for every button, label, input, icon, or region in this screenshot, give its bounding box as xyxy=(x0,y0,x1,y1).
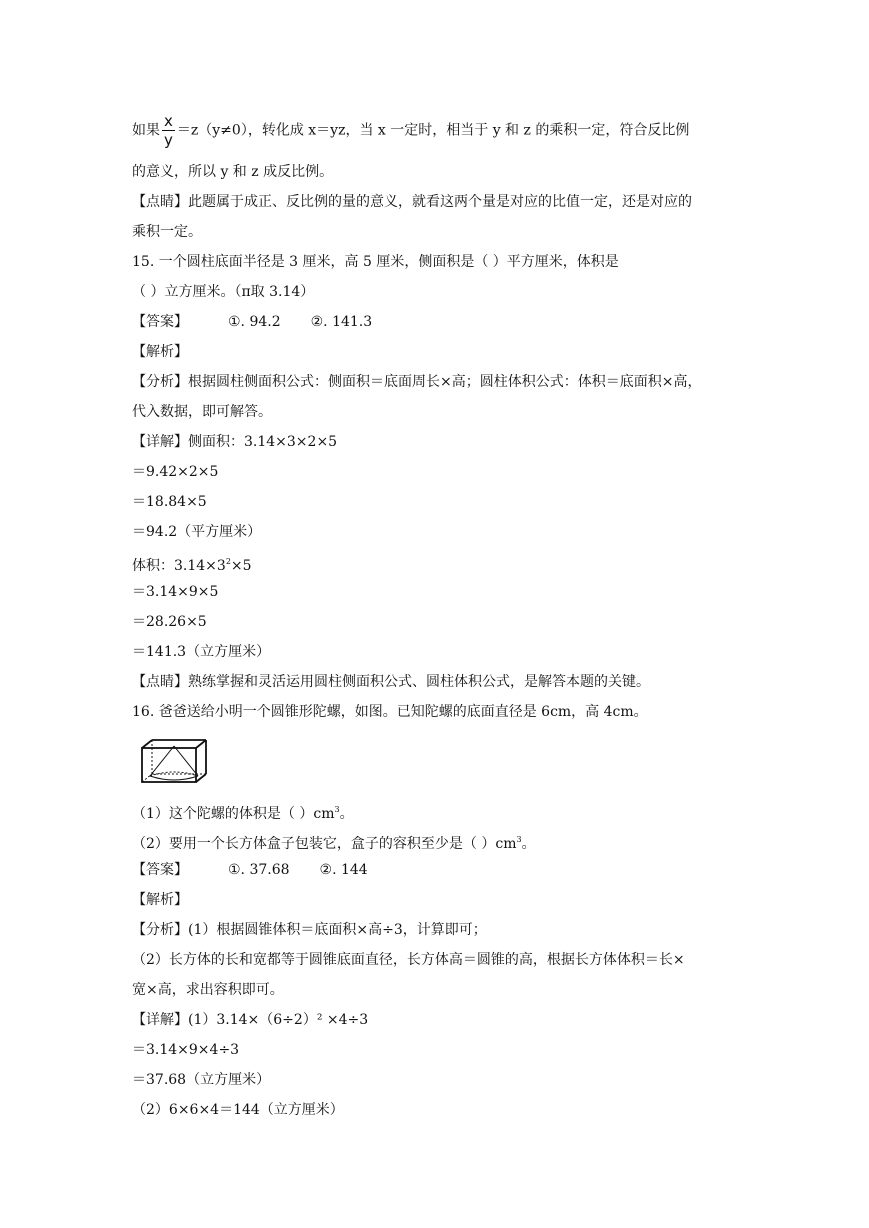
cone-in-box-figure xyxy=(140,738,210,790)
text-line: 的意义，所以 y 和 z 成反比例。 xyxy=(132,164,334,180)
text-line: 【点睛】此题属于成正、反比例的量的意义，就看这两个量是对应的比值一定，还是对应的 xyxy=(132,194,692,210)
text-span: 。 xyxy=(521,836,536,852)
text-line: 【分析】根据圆柱侧面积公式：侧面积＝底面周长×高；圆柱体积公式：体积＝底面积×高， xyxy=(132,374,702,390)
text-line: 【详解】(1）3.14×（6÷2）² ×4÷3 xyxy=(132,1012,369,1028)
answer-2: ②. 141.3 xyxy=(310,314,373,330)
text-line xyxy=(132,112,689,149)
cone-in-box-drawing xyxy=(140,738,210,786)
text-line: 【点睛】熟练掌握和灵活运用圆柱侧面积公式、圆柱体积公式，是解答本题的关键。 xyxy=(132,674,650,690)
text-line: （2）6×6×4＝144（立方厘米） xyxy=(132,1102,344,1118)
superscript: 2 xyxy=(225,557,231,566)
answer-1: ①. 37.68 xyxy=(228,862,290,878)
text-line: ＝18.84×5 xyxy=(132,494,207,510)
text-line: ＝3.14×9×4÷3 xyxy=(132,1042,240,1058)
answer-1: ①. 94.2 xyxy=(228,314,281,330)
fraction xyxy=(162,112,175,149)
text-span: 如果 xyxy=(132,122,160,139)
text-span: （1）这个陀螺的体积是（ ）cm xyxy=(132,806,335,822)
text-line xyxy=(132,552,252,576)
text-line: （2）长方体的长和宽都等于圆锥底面直径，长方体高＝圆锥的高，根据长方体体积＝长× xyxy=(132,952,685,968)
text-line: ＝37.68（立方厘米） xyxy=(132,1072,271,1088)
text-line: 【解析】 xyxy=(132,892,188,908)
text-line: ＝94.2（平方厘米） xyxy=(132,524,262,540)
text-span: ＝z（y≠0），转化成 x＝yz，当 x 一定时，相当于 y 和 z 的乘积一定，符合反比例 xyxy=(176,122,690,139)
superscript: 3 xyxy=(516,835,522,844)
text-line xyxy=(132,800,354,824)
text-line: （ ）立方厘米。（π取 3.14） xyxy=(132,284,315,300)
question-15: 15. 一个圆柱底面半径是 3 厘米，高 5 厘米，侧面积是（ ）平方厘米，体积是 xyxy=(132,254,619,270)
text-line: 【详解】侧面积：3.14×3×2×5 xyxy=(132,434,338,450)
text-span: ×5 xyxy=(230,558,252,574)
answer-2: ②. 144 xyxy=(319,862,368,878)
answer-tag: 【答案】 xyxy=(132,314,188,330)
answer-tag: 【答案】 xyxy=(132,862,188,878)
text-span: 体积：3.14×3 xyxy=(132,558,226,574)
fraction-denominator: y xyxy=(164,131,173,149)
text-line: ＝141.3（立方厘米） xyxy=(132,644,271,660)
text-line: ＝3.14×9×5 xyxy=(132,584,219,600)
text-line: 宽×高，求出容积即可。 xyxy=(132,982,284,998)
question-16: 16. 爸爸送给小明一个圆锥形陀螺，如图。已知陀螺的底面直径是 6cm，高 4cm。 xyxy=(132,704,648,720)
text-line: 【解析】 xyxy=(132,344,188,360)
answer-line xyxy=(132,312,372,332)
fraction-numerator: x xyxy=(164,112,173,130)
text-line: 乘积一定。 xyxy=(132,224,202,240)
answer-line xyxy=(132,860,368,880)
text-span: 。 xyxy=(339,806,354,822)
text-line: 【分析】(1）根据圆锥体积＝底面积×高÷3，计算即可； xyxy=(132,922,487,938)
text-line: 代入数据，即可解答。 xyxy=(132,404,272,420)
text-span: （2）要用一个长方体盒子包装它，盒子的容积至少是（ ）cm xyxy=(132,836,517,852)
text-line: ＝9.42×2×5 xyxy=(132,464,219,480)
text-line: ＝28.26×5 xyxy=(132,614,207,630)
text-line xyxy=(132,830,536,854)
superscript: 3 xyxy=(334,805,340,814)
